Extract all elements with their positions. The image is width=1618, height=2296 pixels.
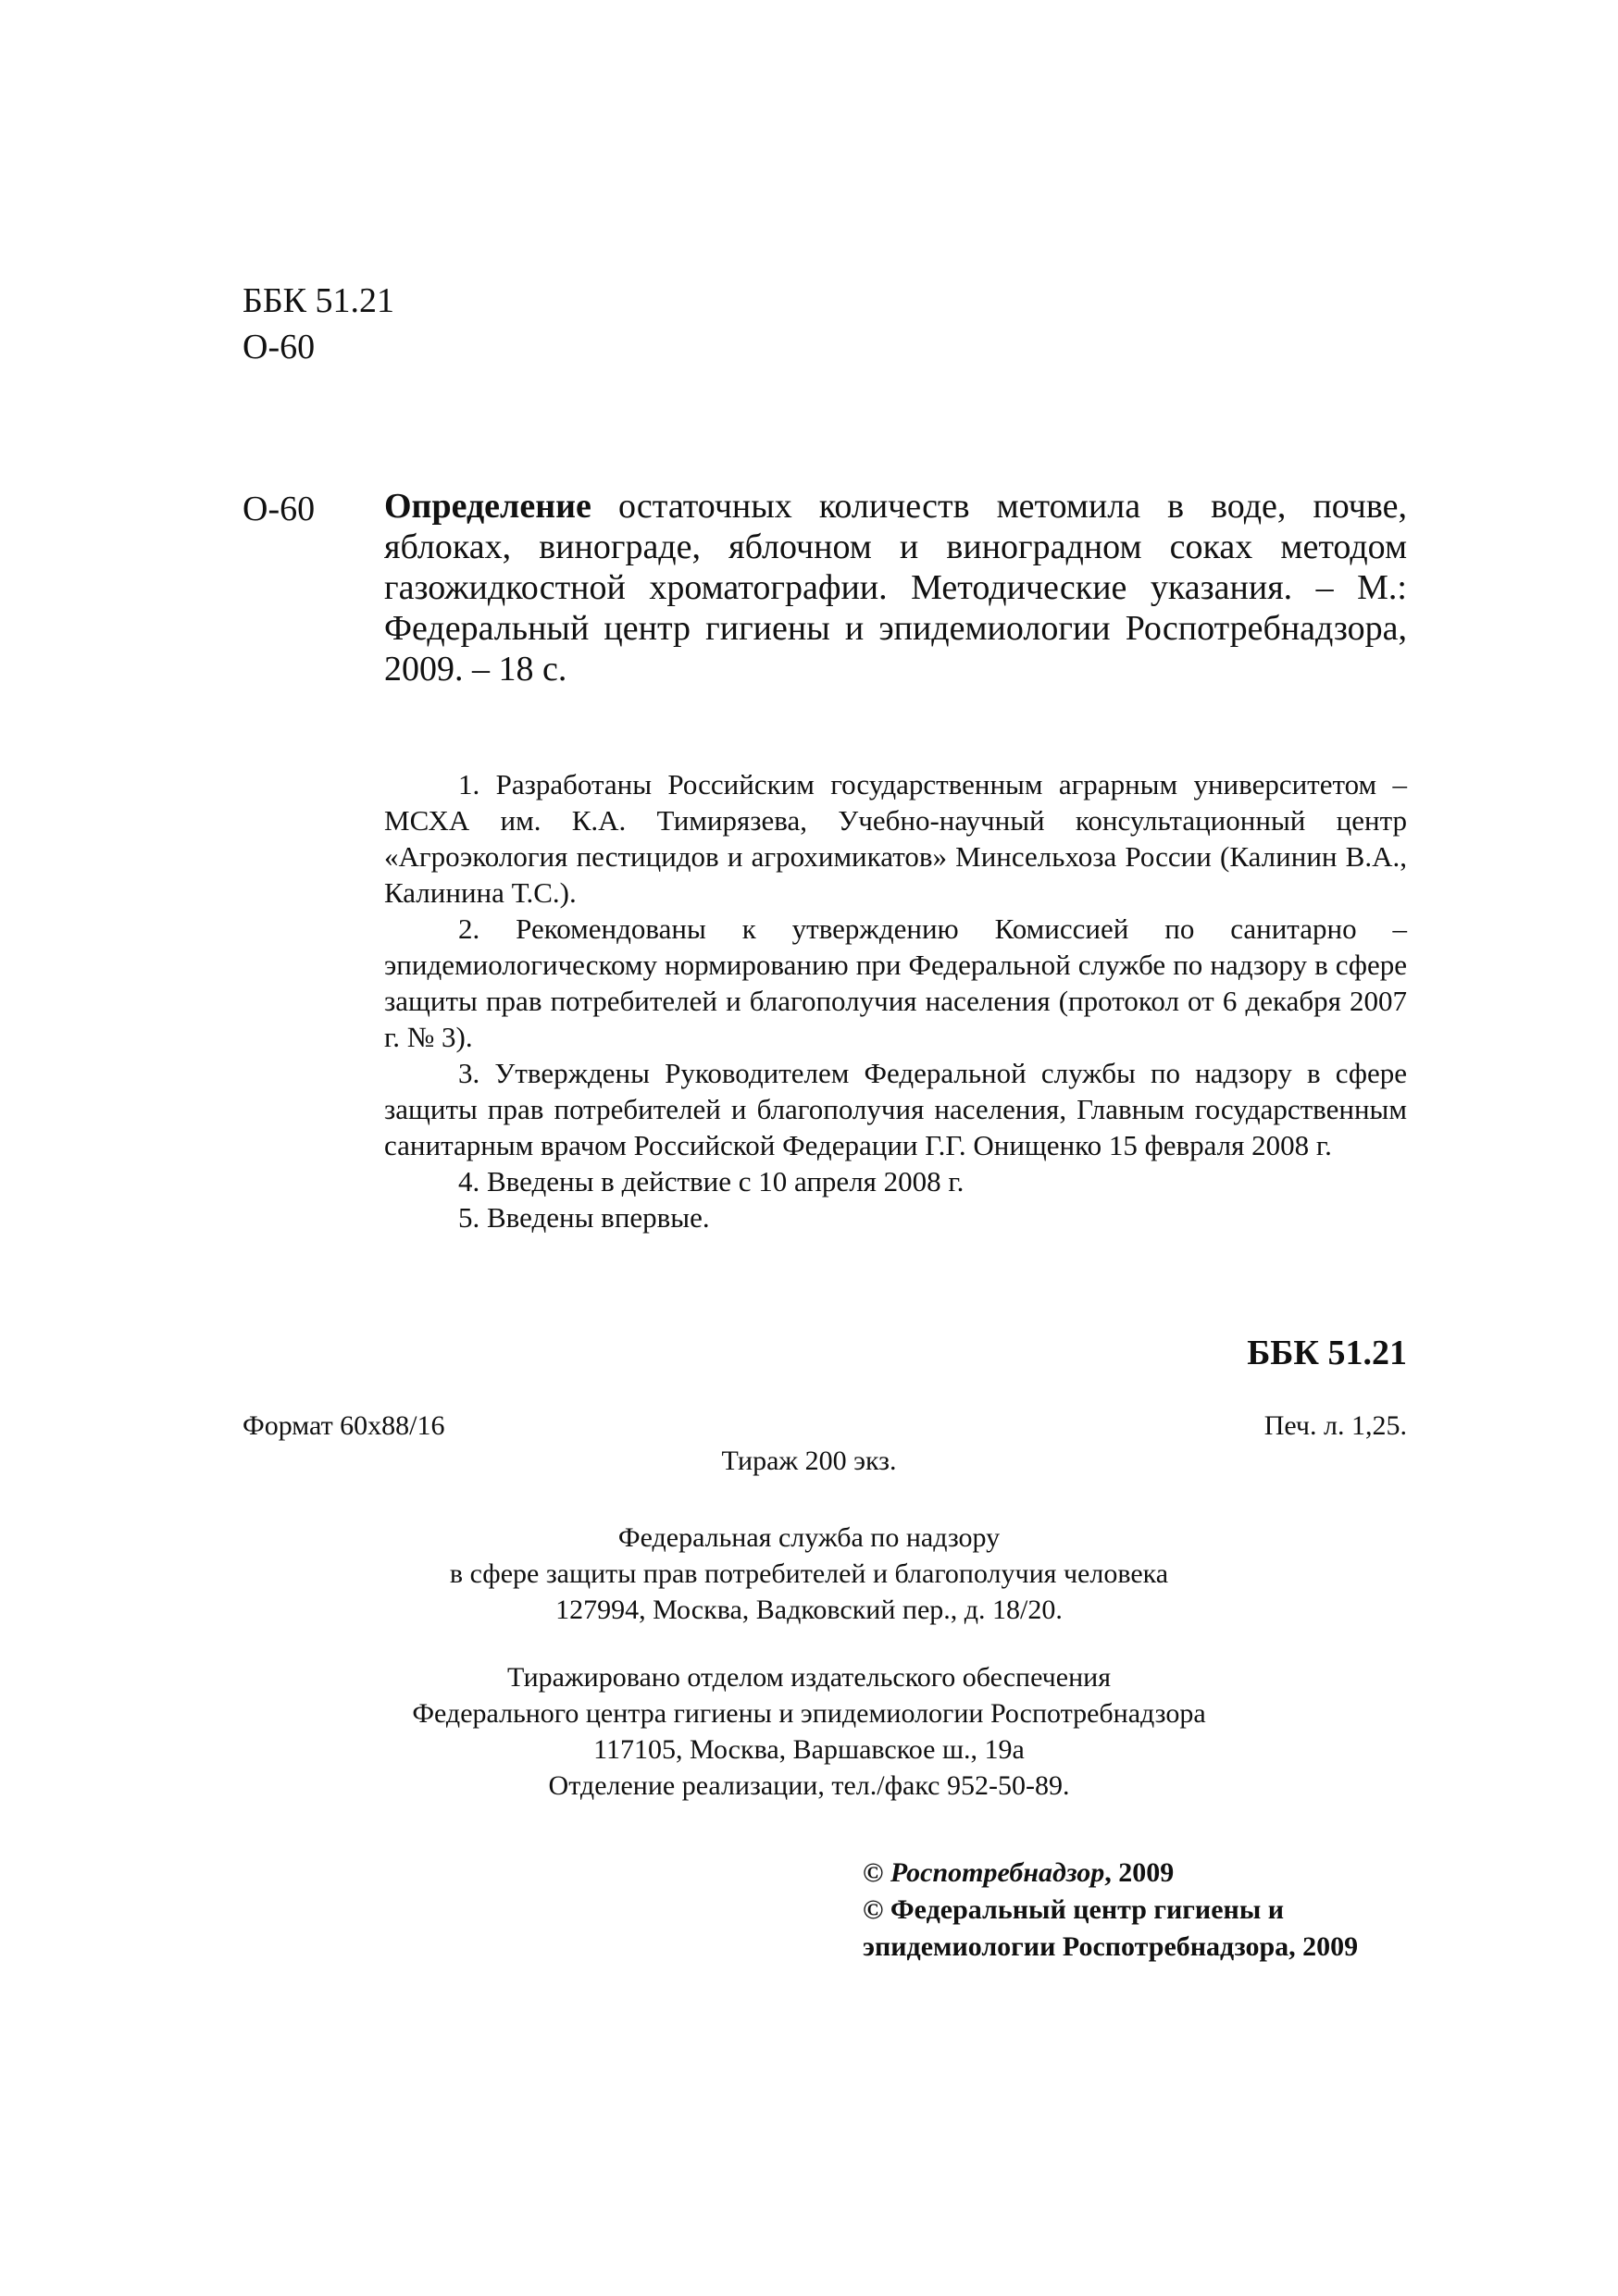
note-item: 3. Утверждены Руководителем Федеральной службы по надзору в сфере защиты прав потребителей и благополучия населения, Главным государственным санитарным врачом Российской Федерации Г.Г. Онищенко 15 февраля 2008 г. [384, 1057, 1407, 1161]
copyright-line: © Роспотребнадзор, 2009 [863, 1857, 1175, 1888]
bbk-code: ББК 51.21 [243, 281, 394, 320]
printer-line: Тиражировано отделом издательского обеспечения [506, 1662, 1111, 1693]
bbk-code-bold: ББК 51.21 [1247, 1334, 1407, 1372]
note-item: 5. Введены впервые. [458, 1201, 710, 1234]
notes-list [384, 766, 1407, 1235]
copyright-line: эпидемиологии Роспотребнадзора, 2009 [863, 1931, 1359, 1962]
printer-line: 117105, Москва, Варшавское ш., 19а [593, 1734, 1025, 1765]
publisher-block [0, 1520, 1618, 1628]
note-item: 4. Введены в действие с 10 апреля 2008 г. [458, 1165, 965, 1198]
printer-block [0, 1659, 1618, 1804]
entry-title-lead: Определение [384, 487, 591, 526]
printed-sheets: Печ. л. 1,25. [1263, 1410, 1407, 1441]
printer-line: Федерального центра гигиены и эпидемиологии Роспотребнадзора [412, 1698, 1206, 1729]
author-mark: О-60 [243, 328, 316, 366]
format-info: Формат 60х88/16 [243, 1410, 445, 1441]
entry-title-rest: остаточных количеств метомила в воде, почве, яблоках, винограде, яблочном и виноградном соках методом газожидкостной хроматографии. Методические указания. – М.: Федеральный центр гигиены и эпидемиологии Роспотребнадзора, 2009. – 18 с. [384, 487, 1407, 689]
print-run: Тираж 200 экз. [721, 1446, 897, 1476]
bibliographic-entry [384, 486, 1407, 689]
copyright-block [863, 1855, 1358, 1966]
publisher-line: Федеральная служба по надзору [617, 1522, 1001, 1553]
note-item: 1. Разработаны Российским государственным аграрным университетом – МСХА им. К.А. Тимирязева, Учебно-научный консультационный центр «Агроэкология пестицидов и агрохимикатов» Минсельхоза России (Калинин В.А., Калинина Т.С.). [384, 768, 1407, 909]
note-item: 2. Рекомендованы к утверждению Комиссией по санитарно – эпидемиологическому нормированию при Федеральной службе по надзору в сфере защиты прав потребителей и благополучия населения (протокол от 6 декабря 2007 г. № 3). [384, 912, 1407, 1053]
printer-line: Отделение реализации, тел./факс 952-50-89. [548, 1770, 1070, 1801]
publisher-line: в сфере защиты прав потребителей и благополучия человека [449, 1558, 1169, 1589]
classification-codes [243, 278, 394, 370]
entry-author-mark: О-60 [243, 490, 316, 528]
publisher-line: 127994, Москва, Вадковский пер., д. 18/20. [555, 1595, 1063, 1625]
copyright-line: © Федеральный центр гигиены и [863, 1894, 1285, 1925]
copyright-org: Роспотребнадзор [890, 1857, 1105, 1888]
